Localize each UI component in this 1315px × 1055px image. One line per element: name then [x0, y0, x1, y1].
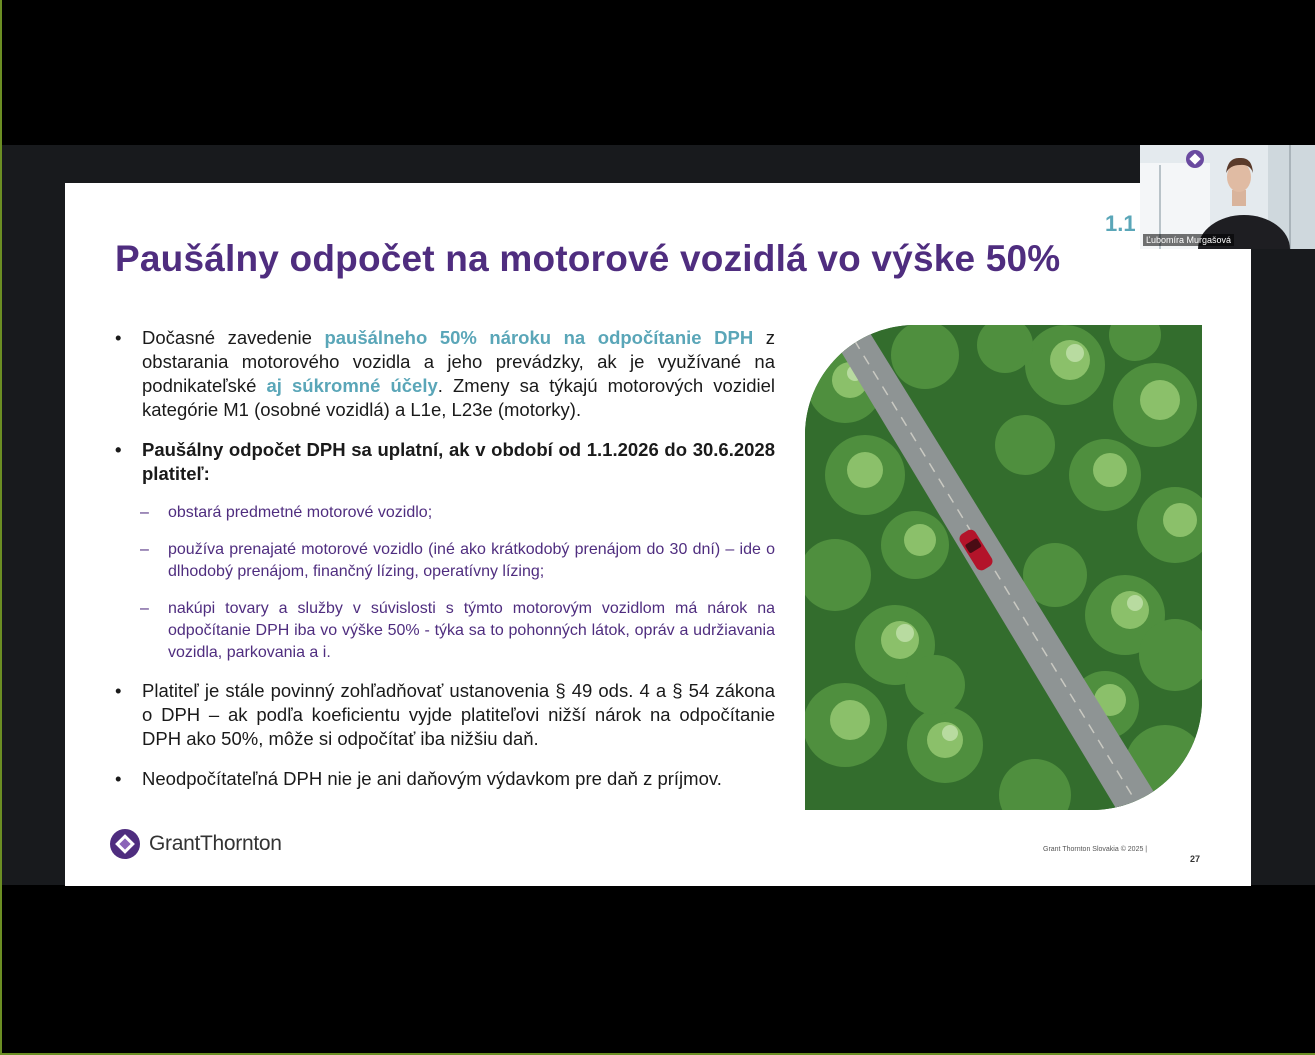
- highlight-text: aj súkromné účely: [266, 375, 438, 396]
- webcam-tile[interactable]: [1140, 145, 1315, 249]
- bullet-item: • Platiteľ je stále povinný zohľadňovať ustanovenia § 49 ods. 4 a § 54 zákona o DPH – ak podľa koeficientu vyjde platiteľovi nižší nárok na odpočítanie DPH ako 50%, môže si odpočítať iba nižšiu daň.: [115, 679, 775, 751]
- forest-road-illustration: [805, 325, 1202, 810]
- grant-thornton-logo: [109, 828, 282, 860]
- sub-item: – používa prenajaté motorové vozidlo (iné ako krátkodobý prenájom do 30 dní) – ide o dlhodobý prenájom, finančný lízing, operatívny lízing;: [115, 539, 775, 583]
- logo-icon: [109, 828, 141, 860]
- highlight-text: paušálneho 50% nároku na odpočítanie DPH: [324, 327, 754, 348]
- forest-road-photo: [805, 325, 1202, 810]
- bullet-item: • Neodpočítateľná DPH nie je ani daňovým výdavkom pre daň z príjmov.: [115, 767, 775, 791]
- page-number: 27: [1190, 854, 1201, 864]
- participant-name-tag: Ľubomíra Murgašová: [1143, 234, 1234, 246]
- section-number: 1.1: [1105, 211, 1136, 236]
- sub-item: – obstará predmetné motorové vozidlo;: [115, 502, 775, 524]
- logo-text: GrantThornton: [149, 832, 282, 855]
- slide-body: [115, 326, 775, 807]
- slide: [65, 183, 1251, 886]
- slide-title: Paušálny odpočet na motorové vozidlá vo výške 50%: [115, 238, 1061, 279]
- footer-copyright: Grant Thornton Slovakia © 2025 |: [1043, 846, 1148, 853]
- sub-item: – nakúpi tovary a služby v súvislosti s týmto motorovým vozidlom má nárok na odpočítanie DPH iba vo výške 50% - týka sa to pohonných látok, opráv a udržiavania vozidla, parkovania a i.: [115, 598, 775, 664]
- bullet-item: • Paušálny odpočet DPH sa uplatní, ak v období od 1.1.2026 do 30.6.2028 platiteľ:: [115, 438, 775, 486]
- bullet-item: • Dočasné zavedenie paušálneho 50% nároku na odpočítanie DPH z obstarania motorového vozidla a jeho prevádzky, ak je využívané na podnikateľské aj súkromné účely. Zmeny sa týkajú motorových vozidiel kategórie M1 (osobné vozidlá) a L1e, L23e (motorky).: [115, 326, 775, 422]
